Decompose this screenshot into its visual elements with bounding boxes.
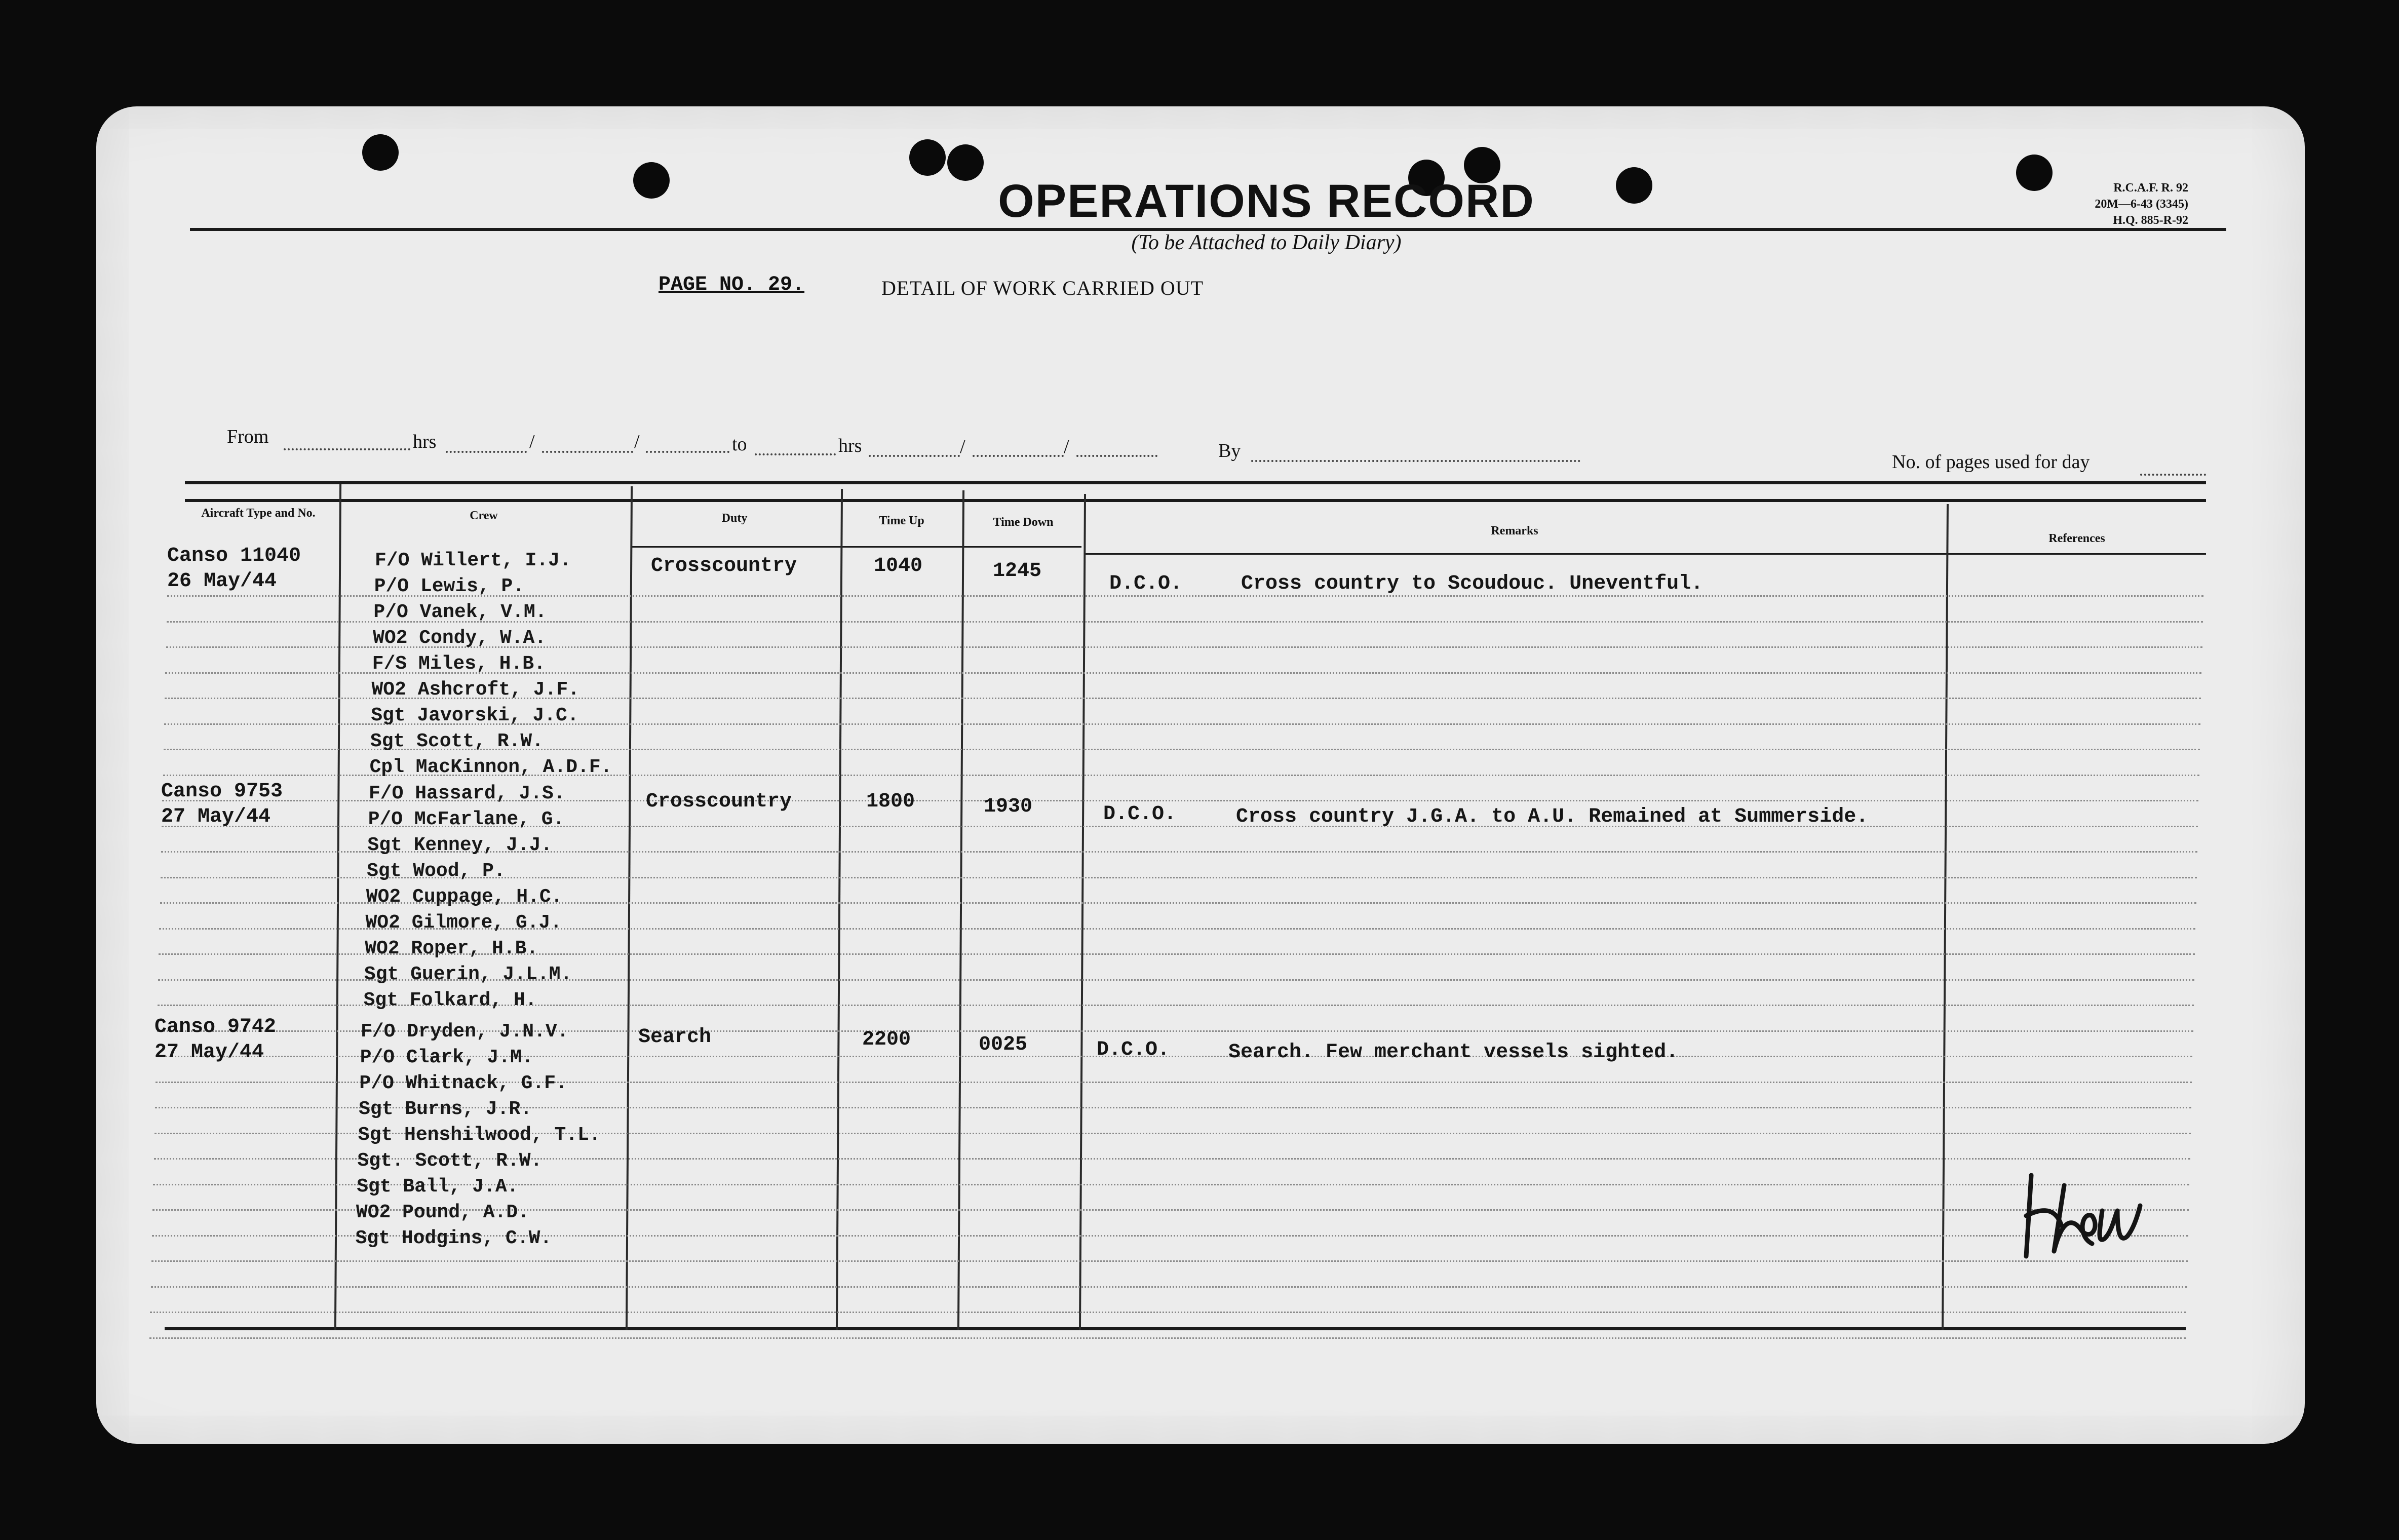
crew-member: P/O Clark, J.M. bbox=[360, 1047, 533, 1068]
crew-member: Sgt Guerin, J.L.M. bbox=[364, 964, 572, 985]
crew-member: Sgt Kenney, J.J. bbox=[367, 834, 553, 856]
time-down: 0025 bbox=[979, 1033, 1028, 1056]
remark-code: D.C.O. bbox=[1109, 572, 1183, 595]
field-dots bbox=[446, 451, 527, 453]
column-header-aircraft: Aircraft Type and No. bbox=[201, 507, 316, 520]
field-dots bbox=[542, 451, 633, 453]
time-up: 2200 bbox=[862, 1028, 911, 1051]
crew-member: Sgt Javorski, J.C. bbox=[371, 705, 579, 726]
punch-hole bbox=[909, 139, 946, 176]
duty: Crosscountry bbox=[651, 555, 797, 578]
row-line bbox=[151, 1286, 2187, 1288]
crew-member: F/S Miles, H.B. bbox=[372, 653, 546, 675]
crew-member: P/O McFarlane, G. bbox=[368, 808, 565, 830]
crew-member: P/O Lewis, P. bbox=[374, 575, 525, 597]
crew-member: WO2 Ashcroft, J.F. bbox=[371, 679, 579, 701]
form-code-line: R.C.A.F. R. 92 bbox=[2113, 181, 2188, 195]
to-field bbox=[755, 453, 836, 455]
time-down: 1930 bbox=[984, 795, 1033, 818]
crew-member: WO2 Cuppage, H.C. bbox=[366, 886, 563, 908]
table-bottom-rule bbox=[165, 1327, 2186, 1330]
column-header-time-down: Time Down bbox=[993, 516, 1054, 529]
column-header-remarks: Remarks bbox=[1491, 524, 1538, 537]
flight-date: 27 May/44 bbox=[154, 1041, 264, 1064]
time-up: 1800 bbox=[866, 790, 915, 813]
crew-member: F/O Hassard, J.S. bbox=[369, 783, 565, 804]
slash: / bbox=[960, 436, 965, 457]
column-header-references: References bbox=[2048, 532, 2105, 545]
by-field bbox=[1251, 460, 1580, 462]
from-field bbox=[284, 448, 410, 450]
page-title: OPERATIONS RECORD bbox=[998, 175, 1535, 227]
pages-used-field bbox=[2140, 474, 2206, 476]
crew-member: Sgt Burns, J.R. bbox=[359, 1098, 532, 1120]
punch-hole bbox=[633, 162, 670, 199]
duty: Crosscountry bbox=[646, 790, 792, 813]
header-underline bbox=[1084, 553, 2206, 555]
table-top-rule-2 bbox=[185, 499, 2206, 502]
pages-used-label: No. of pages used for day bbox=[1892, 451, 2090, 473]
column-header-crew: Crew bbox=[470, 509, 498, 522]
from-label: From bbox=[227, 426, 269, 447]
page-number: PAGE NO. 29. bbox=[659, 274, 805, 296]
field-dots bbox=[869, 455, 960, 457]
crew-member: WO2 Pound, A.D. bbox=[356, 1202, 529, 1223]
crew-member: Sgt Scott, R.W. bbox=[370, 730, 544, 752]
flight-date: 27 May/44 bbox=[161, 805, 271, 828]
remark-text: Search. Few merchant vessels sighted. bbox=[1228, 1041, 1679, 1064]
remark-text: Cross country J.G.A. to A.U. Remained at Summerside. bbox=[1236, 805, 1869, 828]
remark-code: D.C.O. bbox=[1103, 803, 1177, 826]
page-subtitle: (To be Attached to Daily Diary) bbox=[1131, 231, 1402, 254]
crew-member: Cpl MacKinnon, A.D.F. bbox=[369, 756, 612, 778]
detail-heading: DETAIL OF WORK CARRIED OUT bbox=[881, 277, 1204, 299]
hrs-label: hrs bbox=[838, 435, 862, 456]
remark-code: D.C.O. bbox=[1097, 1038, 1170, 1061]
punch-hole bbox=[362, 134, 399, 171]
remark-text: Cross country to Scoudouc. Uneventful. bbox=[1241, 572, 1704, 595]
aircraft-type: Canso 11040 bbox=[167, 545, 301, 567]
duty: Search bbox=[638, 1026, 712, 1049]
time-down: 1245 bbox=[993, 560, 1042, 583]
hrs-label: hrs bbox=[413, 431, 437, 452]
crew-member: Sgt Ball, J.A. bbox=[357, 1176, 519, 1198]
row-line bbox=[150, 1312, 2186, 1313]
crew-member: Sgt Wood, P. bbox=[367, 860, 506, 882]
crew-member: F/O Dryden, J.N.V. bbox=[361, 1021, 569, 1043]
crew-member: WO2 Gilmore, G.J. bbox=[365, 912, 562, 934]
field-dots bbox=[973, 455, 1064, 457]
time-up: 1040 bbox=[874, 555, 923, 578]
form-code bbox=[1996, 180, 2188, 228]
by-label: By bbox=[1218, 440, 1241, 461]
crew-member: P/O Whitnack, G.F. bbox=[359, 1072, 567, 1094]
form-code-line: 20M—6-43 (3345) bbox=[2095, 198, 2188, 211]
to-label: to bbox=[732, 434, 747, 455]
row-line bbox=[149, 1337, 2186, 1339]
handwritten-initials bbox=[2016, 1155, 2148, 1266]
aircraft-type: Canso 9753 bbox=[161, 780, 283, 803]
slash: / bbox=[1064, 436, 1069, 457]
crew-member: P/O Vanek, V.M. bbox=[373, 601, 547, 623]
header-underline bbox=[631, 546, 1081, 548]
crew-member: WO2 Condy, W.A. bbox=[373, 627, 547, 649]
column-header-time-up: Time Up bbox=[879, 514, 924, 527]
slash: / bbox=[634, 431, 640, 452]
aircraft-type: Canso 9742 bbox=[154, 1016, 277, 1038]
table-top-rule bbox=[185, 481, 2206, 484]
crew-member: WO2 Roper, H.B. bbox=[365, 938, 538, 959]
form-code-line: H.Q. 885-R-92 bbox=[2113, 214, 2188, 227]
row-line bbox=[151, 1260, 2188, 1262]
field-dots bbox=[646, 451, 729, 453]
crew-member: Sgt Henshilwood, T.L. bbox=[358, 1124, 601, 1146]
crew-member: F/O Willert, I.J. bbox=[375, 550, 571, 571]
crew-member: Sgt Folkard, H. bbox=[363, 989, 537, 1011]
flight-date: 26 May/44 bbox=[167, 570, 277, 593]
slash: / bbox=[529, 431, 535, 452]
crew-member: Sgt. Scott, R.W. bbox=[357, 1150, 543, 1172]
field-dots bbox=[1076, 455, 1157, 457]
crew-member: Sgt Hodgins, C.W. bbox=[355, 1227, 552, 1249]
column-header-duty: Duty bbox=[721, 512, 748, 525]
